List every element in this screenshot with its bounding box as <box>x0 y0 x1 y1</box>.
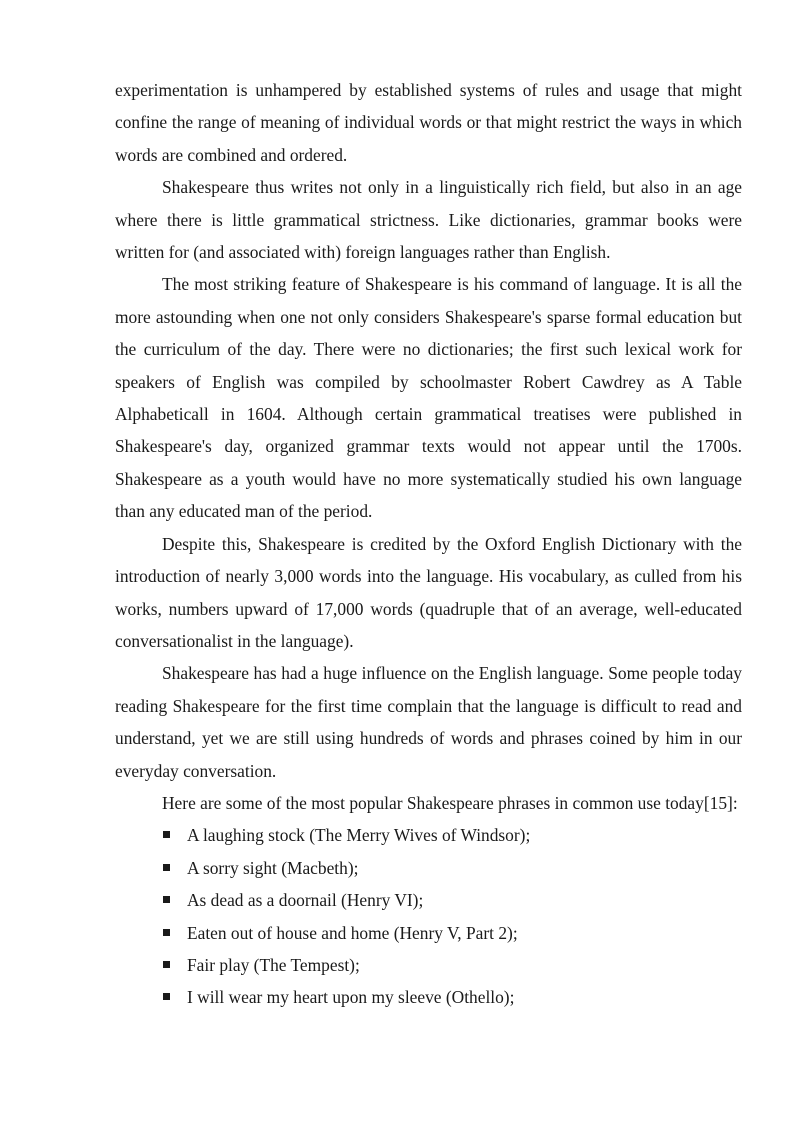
list-item <box>115 819 742 851</box>
paragraph: Here are some of the most popular Shakespeare phrases in common use today[15]: <box>162 792 738 813</box>
paragraph: Shakespeare has had a huge influence on the English language. Some people today reading Shakespeare for the first time complain that the language is difficult to read and understand, yet we are still using hundreds of words and phrases coined by him in our everyday conversation. <box>115 663 742 781</box>
list-item <box>115 884 742 916</box>
list-item-text: As dead as a doornail (Henry VI); <box>187 890 424 911</box>
paragraph: The most striking feature of Shakespeare is his command of language. It is all the more astounding when one not only considers Shakespeare's sparse formal education but the curriculum of the day. There were no dictionaries; the first such lexical work for speakers of English was compiled by schoolmaster Robert Cawdrey as A Table Alphabeticall in 1604. Although certain grammatical treatises were published in Shakespeare's day, organized grammar texts would not appear until the 1700s. Shakespeare as a youth would have no more systematically studied his own language than any educated man of the period. <box>115 274 742 522</box>
paragraph: experimentation is unhampered by established systems of rules and usage that might confine the range of meaning of individual words or that might restrict the ways in which words are combined and ordered. <box>115 80 742 165</box>
square-bullet-icon <box>163 929 170 936</box>
paragraph: Shakespeare thus writes not only in a linguistically rich field, but also in an age where there is little grammatical strictness. Like dictionaries, grammar books were written for (and associated with) foreign languages rather than English. <box>115 177 742 263</box>
paragraph: Despite this, Shakespeare is credited by the Oxford English Dictionary with the introduction of nearly 3,000 words into the language. His vocabulary, as culled from his works, numbers upward of 17,000 words (quadruple that of an average, well-educated conversationalist in the language). <box>115 533 742 651</box>
list-item <box>115 852 742 884</box>
square-bullet-icon <box>163 961 170 968</box>
list-item <box>115 917 742 949</box>
square-bullet-icon <box>163 896 170 903</box>
phrase-list <box>115 819 742 1013</box>
document-page <box>115 74 742 1014</box>
list-item <box>115 949 742 981</box>
list-item-text: Eaten out of house and home (Henry V, Part 2); <box>187 922 518 943</box>
square-bullet-icon <box>163 993 170 1000</box>
list-item-text: A sorry sight (Macbeth); <box>187 857 359 878</box>
square-bullet-icon <box>163 831 170 838</box>
list-item-text: I will wear my heart upon my sleeve (Othello); <box>187 987 515 1008</box>
square-bullet-icon <box>163 864 170 871</box>
list-item-text: Fair play (The Tempest); <box>187 954 360 975</box>
list-item <box>115 981 742 1013</box>
list-item-text: A laughing stock (The Merry Wives of Windsor); <box>187 825 531 846</box>
